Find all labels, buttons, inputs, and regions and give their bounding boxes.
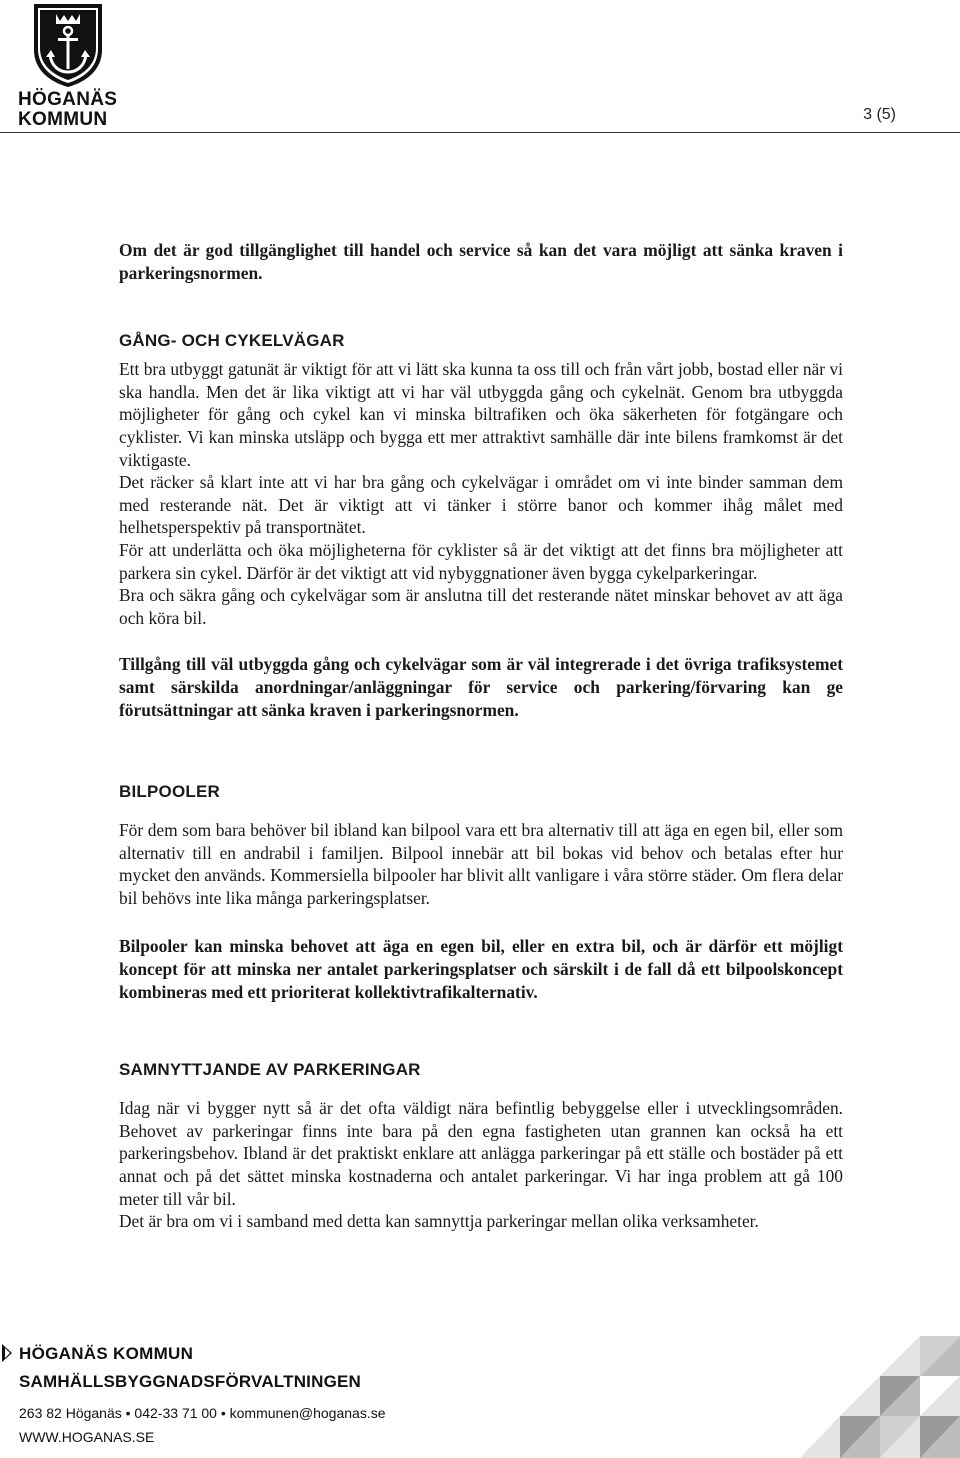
section2-paragraph: För dem som bara behöver bil ibland kan bilpool vara ett bra alternativ till att äga en egen bil, eller som alternativ till en andrabil i familjen. Bilpool innebär att bil bokas vid behov och betalas efter hur mycket den används. Kommersiella bilpooler har blivit allt vanligare i våra större städer. Om flera delar bil behövs inte lika många parkeringsplatser. <box>119 820 843 908</box>
section1-paragraph-1: Ett bra utbyggt gatunät är viktigt för att vi lätt ska kunna ta oss till och från vårt jobb, bostad eller när vi ska handla. Men det är lika viktigt att vi har väl utbyggda gång och cykelnät. Genom bra utbyggda möjligheter för gång och cykel kan vi minska biltrafiken och öka säkerheten för fotgängare och cyklister. Vi kan minska utsläpp och bygga ett mer attraktivt samhälle där inte bilens framkomst är det viktigaste. <box>119 359 843 470</box>
logo-line2: KOMMUN <box>18 109 108 130</box>
footer-department: SAMHÄLLSBYGGNADSFÖRVALTNINGEN <box>19 1372 362 1391</box>
logo-line1: HÖGANÄS <box>18 89 118 110</box>
section2-conclusion: Bilpooler kan minska behovet att äga en egen bil, eller en extra bil, och är därför ett möjligt koncept för att minska ner antalet parkeringsplatser och särskilt i de fall då ett bilpoolskoncept kombineras med ett prioriterat kollektivtrafikalternativ. <box>119 936 843 1002</box>
section1-conclusion: Tillgång till väl utbyggda gång och cykelvägar som är väl integrerade i det övriga trafiksystemet samt särskilda anordningar/anläggningar för service och parkering/förvaring kan ge förutsättningar att sänka kraven i parkeringsnormen. <box>119 654 843 720</box>
arrow-right-icon <box>0 1342 14 1364</box>
footer-contact: 263 82 Höganäs • 042-33 71 00 • kommunen@hoganas.se <box>19 1405 386 1421</box>
section-heading-samnyttjande: SAMNYTTJANDE AV PARKERINGAR <box>119 1060 421 1080</box>
section-heading-gang-cykel: GÅNG- OCH CYKELVÄGAR <box>119 331 345 351</box>
page-number: 3 (5) <box>863 106 896 123</box>
section3-paragraph-1: Idag när vi bygger nytt så är det ofta väldigt nära befintlig bebyggelse eller i utvecklingsområden. Behovet av parkeringar finns inte bara på den egna fastigheten utan grannen kan också ha ett parkeringsbehov. Ibland är det praktiskt enklare att anlägga parkeringar på ett ställe och bostäder på ett annat och på det sättet minska kostnaderna och antalet parkeringar. Vi har inga problem att gå 100 meter till vår bil. <box>119 1098 843 1209</box>
anchor-crest-icon <box>30 2 106 88</box>
intro-statement: Om det är god tillgänglighet till handel och service så kan det vara möjligt att sänka kraven i parkeringsnormen. <box>119 240 843 283</box>
section-heading-bilpooler: BILPOOLER <box>119 782 220 802</box>
footer-triangle-pattern <box>780 1336 960 1458</box>
logo-wordmark <box>18 90 118 130</box>
document-body <box>119 239 843 1233</box>
header-divider <box>0 132 960 133</box>
section1-paragraph-3: För att underlätta och öka möjligheterna för cyklister så är det viktigt att det finns bra möjligheter att parkera sin cykel. Därför är det viktigt att vid nybyggnationer även bygga cykelparkeringar. <box>119 539 843 583</box>
footer-website[interactable]: WWW.HOGANAS.SE <box>19 1429 155 1445</box>
section3-paragraph-2: Det är bra om vi i samband med detta kan samnyttja parkeringar mellan olika verksamheter. <box>119 1211 759 1232</box>
section1-paragraph-2: Det räcker så klart inte att vi har bra gång och cykelvägar i området om vi inte binder samman dem med resterande nät. Det är viktigt att vi tänker i större banor och kommer ihåg målet med helhetsperspektiv på transportnätet. <box>119 472 843 538</box>
page-footer <box>0 1336 960 1458</box>
hoganas-logo <box>18 2 118 130</box>
section1-paragraph-4: Bra och säkra gång och cykelvägar som är anslutna till det resterande nätet minskar behovet av att äga och köra bil. <box>119 585 843 628</box>
footer-org: HÖGANÄS KOMMUN <box>19 1344 194 1363</box>
